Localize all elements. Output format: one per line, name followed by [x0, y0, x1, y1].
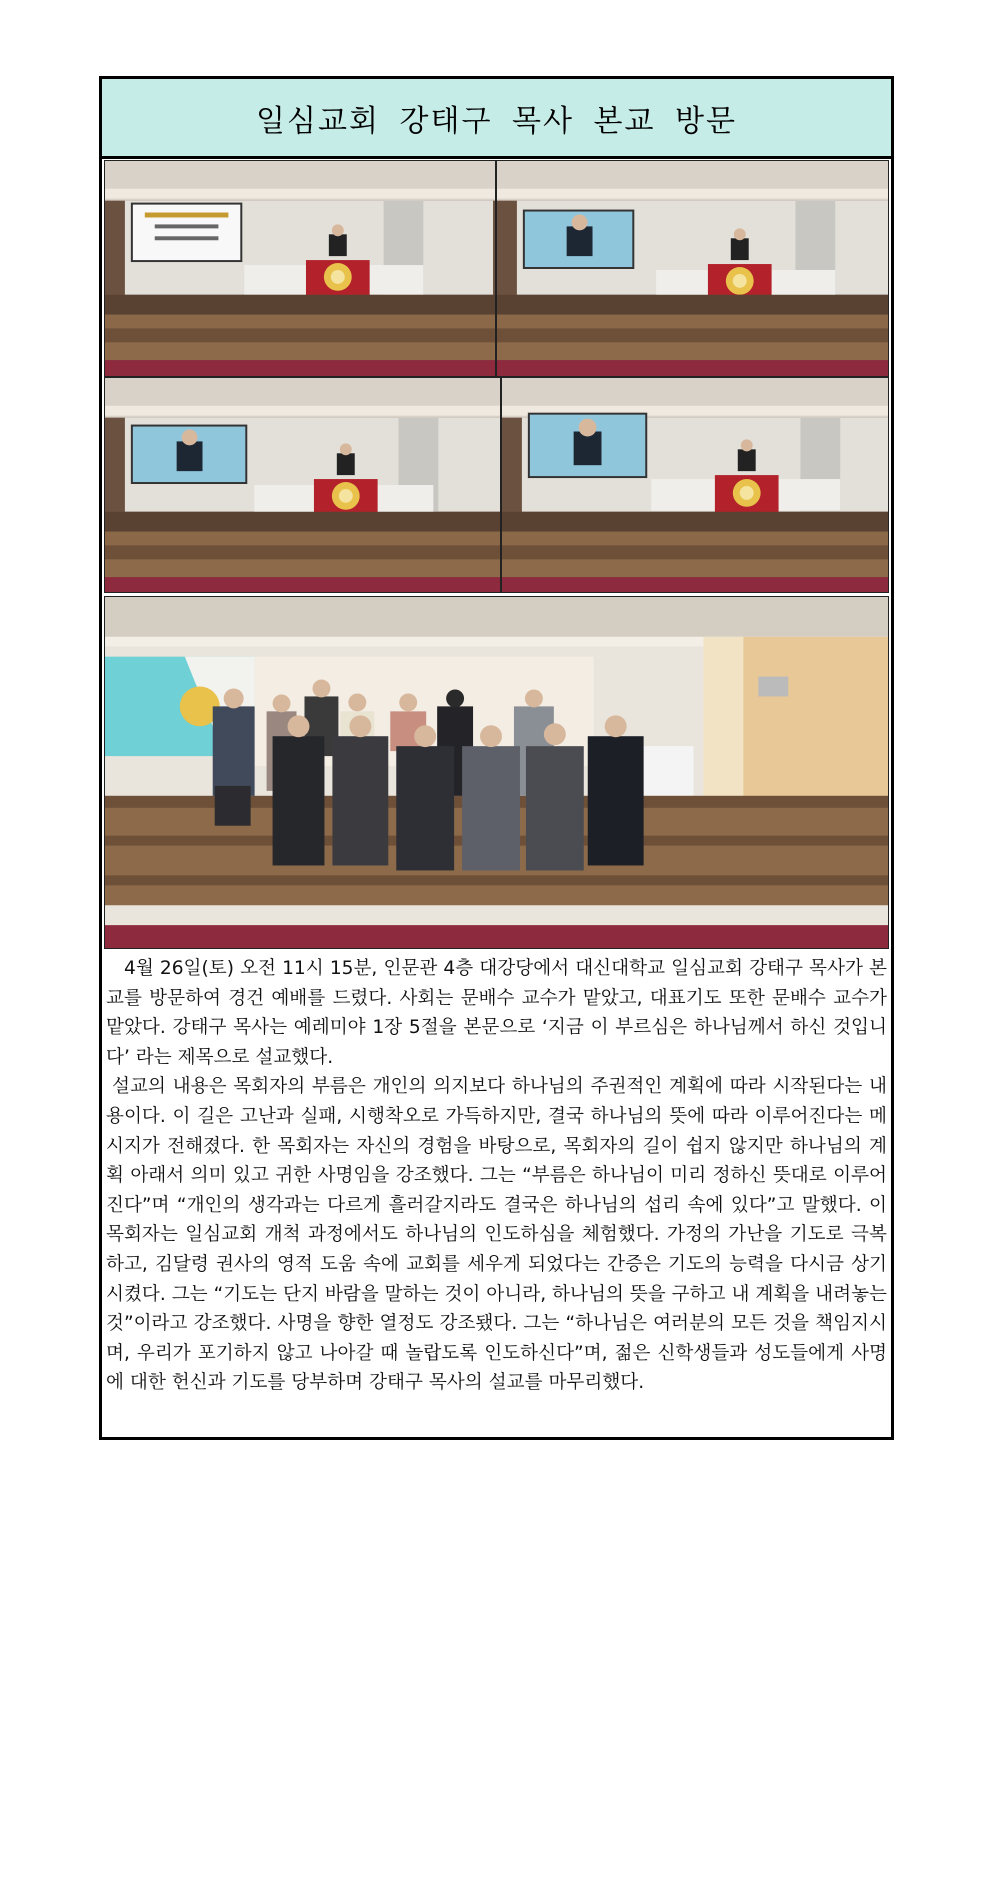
photo-sermon-2 — [496, 160, 889, 377]
article-body — [106, 954, 887, 1434]
hall-stage-image — [105, 161, 495, 376]
article-paragraph: 4월 26일(토) 오전 11시 15분, 인문관 4층 대강당에서 대신대학교 일심교회 강태구 목사가 본교를 방문하여 경건 예배를 드렸다. 사회는 문배수 교수가 맡았고, 대표기도 또한 문배수 교수가 맡았다. 강태구 목사는 예레미야 1장 5절을 본문으로 ‘지금 이 부르심은 하나님께서 하신 것입니다’ 라는 제목으로 설교했다. — [106, 958, 887, 1068]
article-frame — [99, 76, 894, 1440]
photo-sermon-4 — [501, 377, 889, 593]
photo-sermon-1 — [104, 160, 496, 377]
photo-group — [104, 596, 889, 949]
article-paragraph: 설교의 내용은 목회자의 부름은 개인의 의지보다 하나님의 주권적인 계획에 따라 시작된다는 내용이다. 이 길은 고난과 실패, 시행착오로 가득하지만, 결국 하나님의 뜻에 따라 이루어진다는 메시지가 전해졌다. 한 목회자는 자신의 경험을 바탕으로, 목회자의 길이 쉽지 않지만 하나님의 계획 아래서 의미 있고 귀한 사명임을 강조했다. 그는 “부름은 하나님이 미리 정하신 뜻대로 이루어진다”며 “개인의 생각과는 다르게 흘러갈지라도 결국은 하나님의 섭리 속에 있다”고 말했다. 이 목회자는 일심교회 개척 과정에서도 하나님의 인도하심을 체험했다. 가정의 가난을 기도로 극복하고, 김달령 권사의 영적 도움 속에 교회를 세우게 되었다는 간증은 기도의 능력을 다시금 상기시켰다. 그는 “기도는 단지 바람을 말하는 것이 아니라, 하나님의 뜻을 구하고 내 계획을 내려놓는 것”이라고 강조했다. 사명을 향한 열정도 강조됐다. 그는 “하나님은 여러분의 모든 것을 책임지시며, 우리가 포기하지 않고 나아갈 때 놀랍도록 인도하신다”며, 젊은 신학생들과 성도들에게 사명에 대한 헌신과 기도를 당부하며 강태구 목사의 설교를 마무리했다. — [106, 1076, 887, 1394]
hall-stage-image — [497, 161, 888, 376]
title-bar — [102, 79, 891, 159]
photo-sermon-3 — [104, 377, 501, 593]
page-title: 일심교회 강태구 목사 본교 방문 — [256, 103, 737, 139]
hall-stage-image — [502, 378, 888, 592]
group-photo-image — [105, 597, 888, 948]
hall-stage-image — [105, 378, 500, 592]
